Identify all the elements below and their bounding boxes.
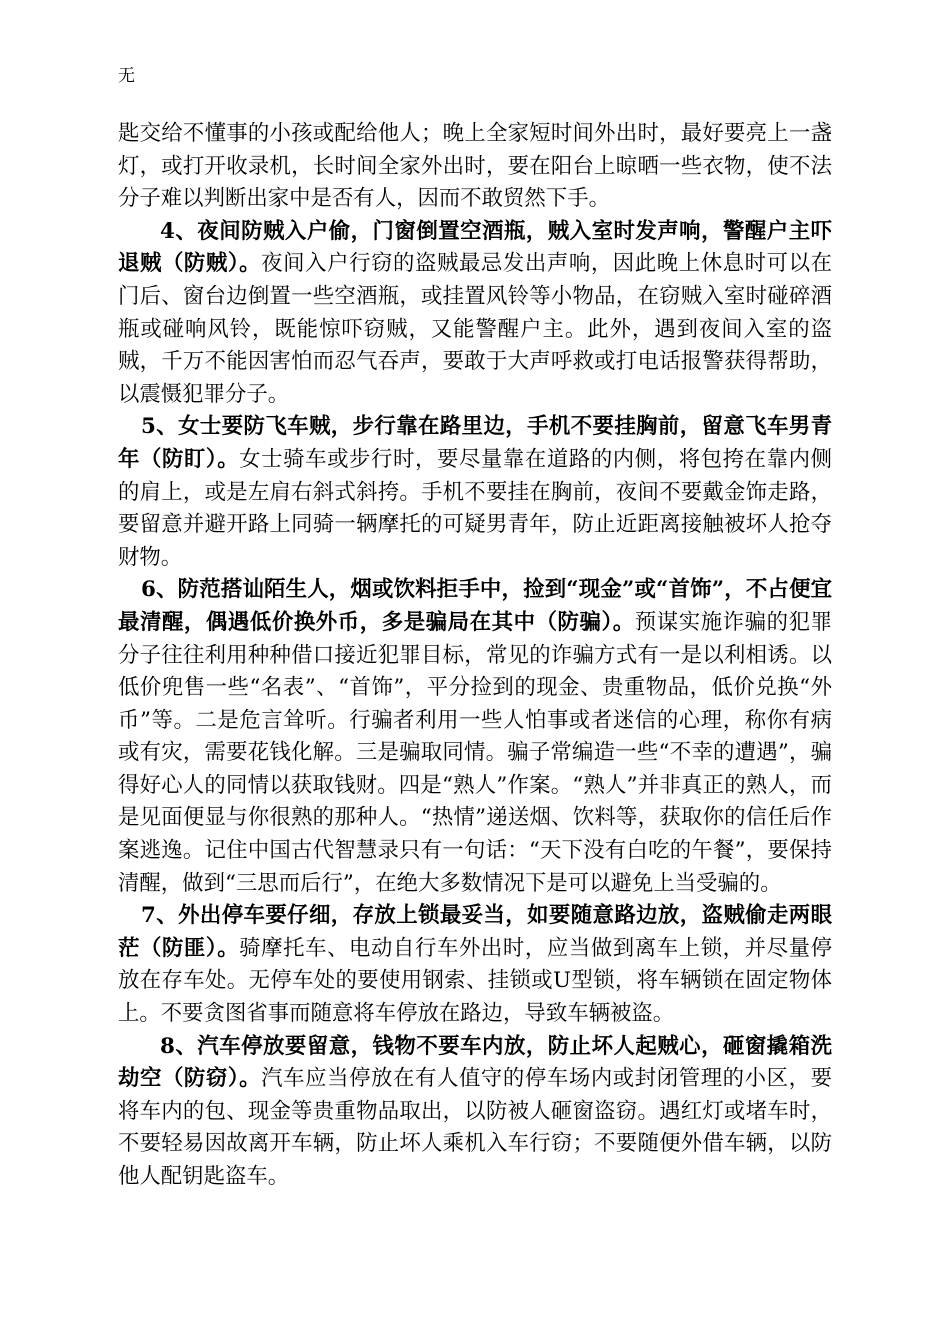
paragraph-continuation (118, 118, 832, 216)
document-body (118, 118, 832, 1194)
paragraph-4-anti-burglary (118, 216, 832, 412)
paragraph-body: 汽车应当停放在有人值守的停车场内或封闭管理的小区，要将车内的包、现金等贵重物品取出，以防被人砸窗盗窃。遇红灯或堵车时，不要轻易因故离开车辆，防止坏人乘机入车行窃；不要随便外借车辆，以防他人配钥匙盗车。 (118, 1066, 832, 1189)
paragraph-heading: 6、防范搭讪陌生人，烟或饮料拒手中，捡到“现金”或“首饰”，不占便宜最清醒，偶遇低价换外币，多是骗局在其中（防骗）。 (118, 577, 832, 635)
paragraph-body: 预谋实施诈骗的犯罪分子往往利用种种借口接近犯罪目标，常见的诈骗方式有一是以利相诱。以低价兜售一些“名表”、“首饰”，平分捡到的现金、贵重物品，低价兑换“外币”等。二是危言耸听。行骗者利用一些人怕事或者迷信的心理，称你有病或有灾，需要花钱化解。三是骗取同情。骗子常编造一些“不幸的遭遇”，骗得好心人的同情以获取钱财。四是“熟人”作案。“熟人”并非真正的熟人，而是见面便显与你很熟的那种人。“热情”递送烟、饮料等，获取你的信任后作案逃逸。记住中国古代智慧录只有一句话：“天下没有白吃的午餐”，要保持清醒，做到“三思而后行”，在绝大多数情况下是可以避免上当受骗的。 (118, 609, 832, 896)
paragraph-body: 女士骑车或步行时，要尽量靠在道路的内侧，将包挎在靠内侧的肩上，或是左肩右斜式斜挎。手机不要挂在胸前，夜间不要戴金饰走路，要留意并避开路上同骑一辆摩托的可疑男青年，防止近距离接触被坏人抢夺财物。 (118, 446, 832, 570)
paragraph-body: 骑摩托车、电动自行车外出时，应当做到离车上锁，并尽量停放在存车处。无停车处的要使用钢索、挂锁或U型锁，将车辆锁在固定物体上。不要贪图省事而随意将车停放在路边，导致车辆被盗。 (118, 935, 832, 1027)
paragraph-heading: 7、外出停车要仔细，存放上锁最妥当，如要随意路边放，盗贼偷走两眼茫（防匪）。 (118, 903, 832, 961)
paragraph-heading: 4、夜间防贼入户偷，门窗倒置空酒瓶，贼入室时发声响，警醒户主吓退贼（防贼）。 (118, 218, 832, 277)
paragraph-heading: 8、汽车停放要留意，钱物不要车内放，防止坏人起贼心，砸窗撬箱洗劫空（防窃）。 (118, 1033, 832, 1092)
paragraph-heading: 5、女士要防飞车贼，步行靠在路里边，手机不要挂胸前，留意飞车男青年（防盯）。 (118, 414, 832, 472)
paragraph-7-vehicle-parking (118, 900, 832, 1030)
paragraph-8-car-theft (118, 1031, 832, 1194)
paragraph-body: 匙交给不懂事的小孩或配给他人；晚上全家短时间外出时，最好要亮上一盏灯，或打开收录机，长时间全家外出时，要在阳台上晾晒一些衣物，使不法分子难以判断出家中是否有人，因而不敢贸然下手。 (118, 121, 832, 212)
paragraph-6-anti-fraud (118, 574, 832, 900)
page-header: 无 (118, 66, 135, 86)
paragraph-5-anti-snatching (118, 411, 832, 574)
paragraph-body: 夜间入户行窃的盗贼最忌发出声响，因此晚上休息时可以在门后、窗台边倒置一些空酒瓶，或挂置风铃等小物品，在窃贼入室时碰碎酒瓶或碰响风铃，既能惊吓窃贼，又能警醒户主。此外，遇到夜间入室的盗贼，千万不能因害怕而忍气吞声，要敢于大声呼救或打电话报警获得帮助，以震慑犯罪分子。 (118, 251, 832, 407)
